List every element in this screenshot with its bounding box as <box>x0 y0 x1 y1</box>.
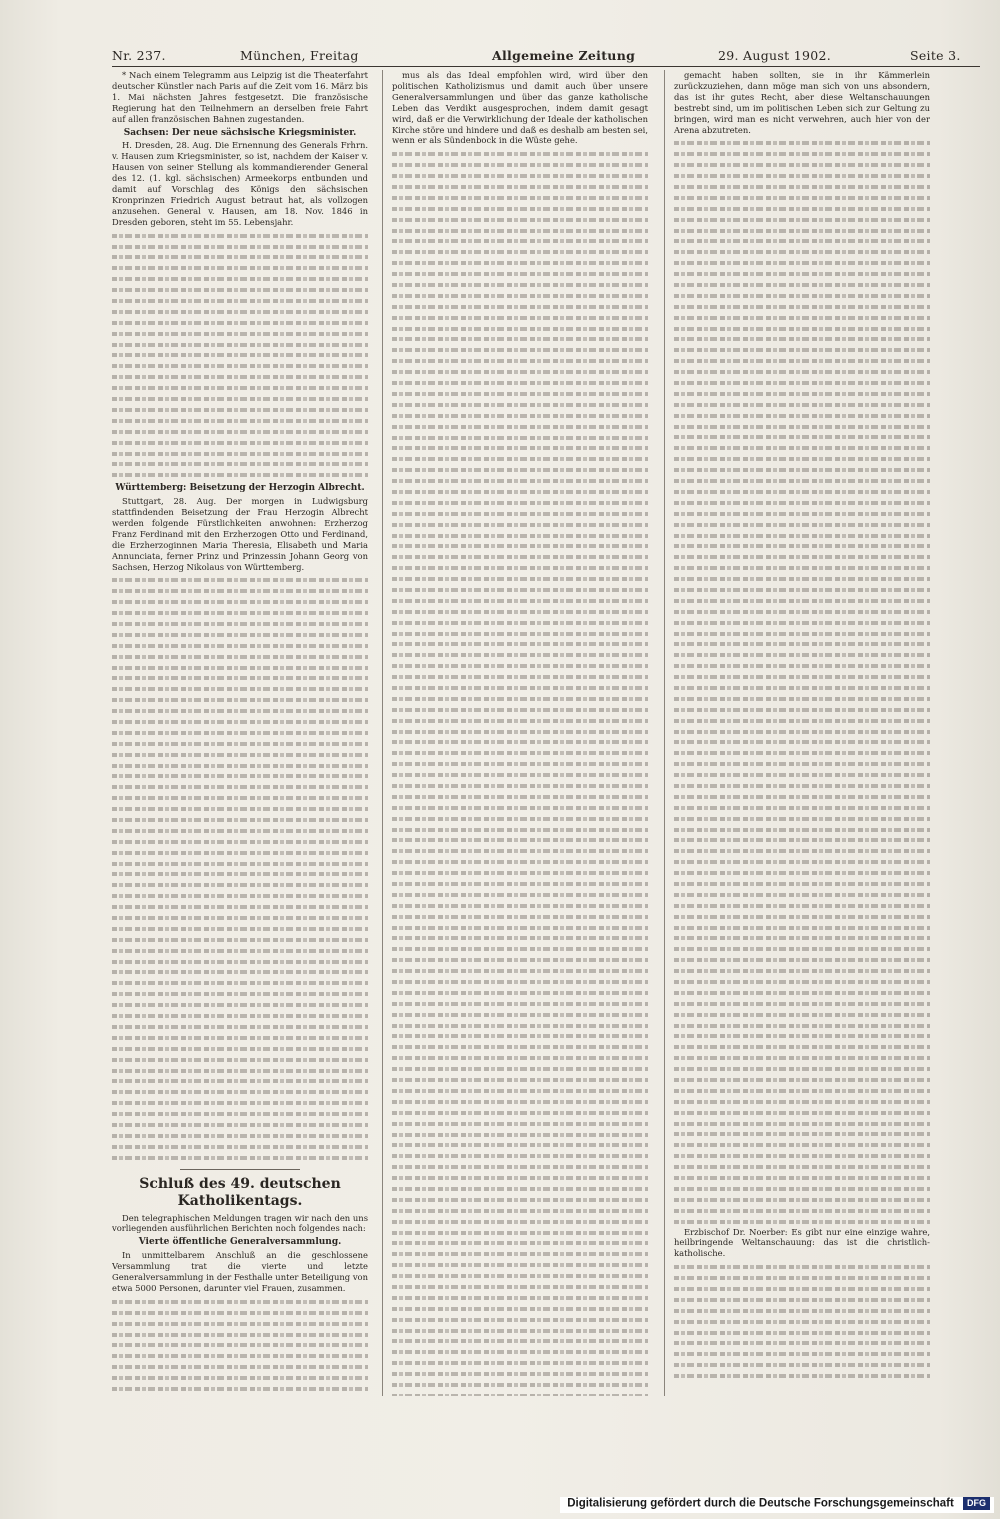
text-block <box>112 574 368 1162</box>
section-separator <box>180 1169 300 1170</box>
issue-date: 29. August 1902. <box>718 48 831 63</box>
place-and-weekday: München, Freitag <box>240 48 359 63</box>
text-block <box>674 1261 930 1381</box>
text-block <box>392 148 648 1396</box>
text-block <box>112 1296 368 1396</box>
issue-number: Nr. 237. <box>112 48 166 63</box>
text-block <box>112 230 368 480</box>
katholikentag-intro: Den telegraphischen Meldungen tragen wir nach den uns vorliegenden ausführlichen Berichten noch folgendes nach: <box>112 1212 368 1234</box>
column-divider-1 <box>382 70 383 1396</box>
column-2 <box>392 70 648 1396</box>
saxony-paragraph: H. Dresden, 28. Aug. Die Ernennung des Generals Frhrn. v. Hausen zum Kriegsminister, so ist, nachdem der Kaiser v. Hausen von seiner Stellung als kommandierender General des 12. (1. kgl. sächsischen) Armeekorps entbunden und damit auf Vorschlag des Königs den sächsischen Kronprinzen Friedrich August betraut hat, als vollzogen anzusehen. General v. Hausen, am 18. Nov. 1846 in Dresden geboren, steht im 55. Lebensjahr. <box>112 140 368 227</box>
credit-text: Digitalisierung gefördert durch die Deutsche Forschungsgemeinschaft <box>567 1497 954 1510</box>
column-3-paragraph: gemacht haben sollten, sie in ihr Kämmerlein zurückzuziehen, dann möge man sich von uns absondern, das ist ihr gutes Recht, aber diese Weltanschauungen bestrebt sind, um im politischen Leben sich zur Geltung zu bringen, wird man es nicht verwehren, auch hier von der Arena abzutreten. <box>674 70 930 135</box>
page-header <box>112 48 980 68</box>
column-divider-2 <box>664 70 665 1396</box>
page-number: Seite 3. <box>910 48 961 63</box>
general-assembly-paragraph: In unmittelbarem Anschluß an die geschlossene Versammlung trat die vierte und letzte Generalversammlung in der Festhalle unter Beteiligung von etwa 5000 Personen, darunter viel Frauen, zusammen. <box>112 1250 368 1293</box>
heading-katholikentag: Schluß des 49. deutschen Katholikentags. <box>139 1175 341 1209</box>
header-rule <box>112 66 980 67</box>
column-2-paragraph: mus als das Ideal empfohlen wird, wird über den politischen Katholizismus und damit auch über unsere Generalversammlungen und über das ganze katholische Leben das Verdikt ausgesprochen, indem damit gesagt wird, daß er die Verwirklichung der Ideale der katholischen Kirche störe und hindere und daß es deshalb am besten sei, wenn er als Sündenbock in die Wüste gehe. <box>392 70 648 146</box>
heading-wuerttemberg: Württemberg: Beisetzung der Herzogin Albrecht. <box>115 483 365 494</box>
closing-paragraph: Erzbischof Dr. Noerber: Es gibt nur eine einzige wahre, heilbringende Weltanschauung: das ist die christlich-katholische. <box>674 1226 930 1259</box>
column-3 <box>674 70 930 1396</box>
digitization-credit <box>560 1497 994 1513</box>
newspaper-title: Allgemeine Zeitung <box>492 48 636 63</box>
text-block <box>674 137 930 1226</box>
column-1 <box>112 70 368 1396</box>
heading-general-assembly: Vierte öffentliche Generalversammlung. <box>138 1237 342 1248</box>
heading-saxony: Sachsen: Der neue sächsische Kriegsminister. <box>123 127 357 138</box>
intro-paragraph: * Nach einem Telegramm aus Leipzig ist die Theaterfahrt deutscher Künstler nach Paris auf die Zeit vom 16. März bis 1. Mai nächsten Jahres festgesetzt. Die französische Regierung hat den Teilnehmern an derselben freie Fahrt auf allen französischen Bahnen zugestanden. <box>112 70 368 124</box>
dfg-logo: DFG <box>963 1497 990 1510</box>
wuerttemberg-paragraph: Stuttgart, 28. Aug. Der morgen in Ludwigsburg stattfindenden Beisetzung der Frau Herzogin Albrecht werden folgende Fürstlichkeiten anwohnen: Erzherzog Franz Ferdinand mit den Erzherzogen Otto und Ferdinand, die Erzherzoginnen Maria Theresia, Elisabeth und Maria Annunciata, ferner Prinz und Prinzessin Johann Georg von Sachsen, Herzog Nikolaus von Württemberg. <box>112 496 368 572</box>
